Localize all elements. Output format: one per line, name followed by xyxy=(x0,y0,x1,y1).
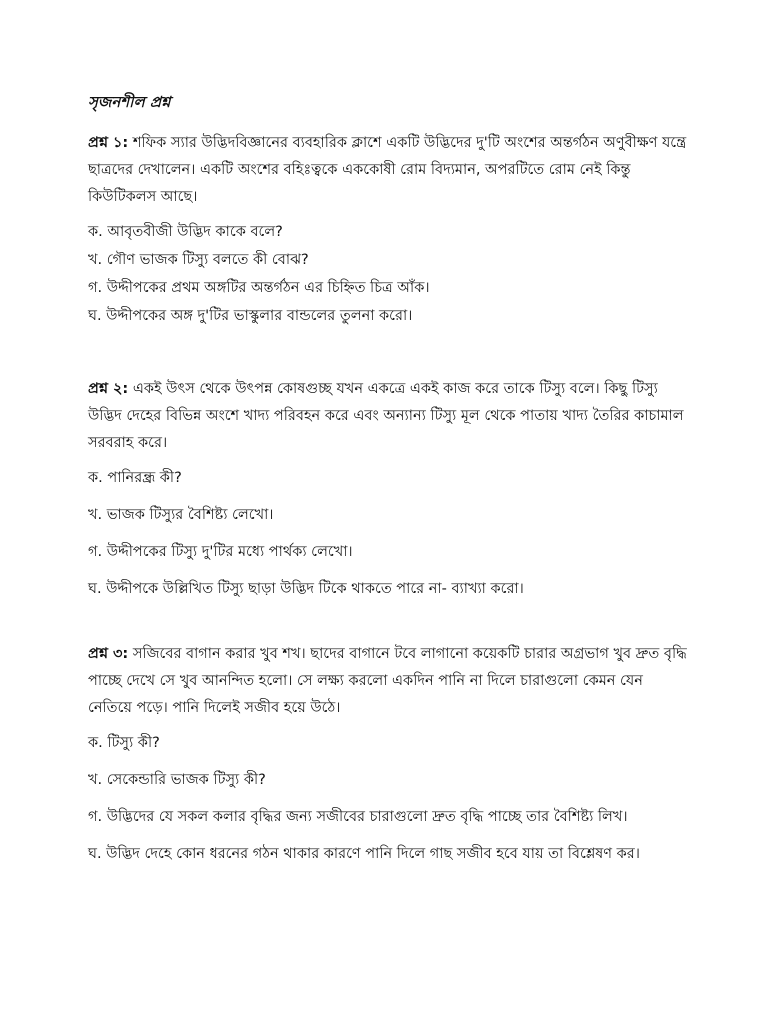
sub-question-gha: ঘ. উদ্দীপকে উল্লিখিত টিস্যু ছাড়া উদ্ভিদ টিকে থাকতে পারে না- ব্যাখ্যা করো। xyxy=(88,581,524,597)
question-stem xyxy=(88,641,688,722)
sub-question-gha: ঘ. উদ্দীপকের অঙ্গ দু'টির ভাস্কুলার বান্ডলের তুলনা করো। xyxy=(88,308,413,324)
sub-question-ka: ক. পানিরন্ধ্র কী? xyxy=(88,470,182,486)
question-stem xyxy=(88,130,688,211)
sub-question-kha: খ. সেকেন্ডারি ভাজক টিস্যু কী? xyxy=(88,772,266,788)
question-1 xyxy=(88,130,688,330)
sub-question-list xyxy=(88,730,688,868)
question-text: সজিবের বাগান করার খুব শখ। ছাদের বাগানে টবে লাগানো কয়েকটি চারার অগ্রভাগ খুব দ্রুত বৃদ্ধি পাচ্ছে দেখে সে খুব আনন্দিত হলো। সে লক্ষ্য করলো একদিন পানি না দিলে চারাগুলো কেমন যেন নেতিয়ে পড়ে। পানি দিলেই সজীব হয়ে উঠে। xyxy=(88,646,687,716)
sub-question-ga: গ. উদ্ভিদের যে সকল কলার বৃদ্ধির জন্য সজীবের চারাগুলো দ্রুত বৃদ্ধি পাচ্ছে তার বৈশিষ্ট্য লিখ। xyxy=(88,809,628,825)
sub-question-ga: গ. উদ্দীপকের প্রথম অঙ্গটির অন্তর্গঠন এর চিহ্নিত চিত্র আঁক। xyxy=(88,280,430,296)
sub-question-kha: খ. ভাজক টিস্যুর বৈশিষ্ট্য লেখো। xyxy=(88,507,274,523)
sub-question-kha: খ. গৌণ ভাজক টিস্যু বলতে কী বোঝ? xyxy=(88,252,309,268)
question-2 xyxy=(88,376,688,603)
sub-question-ka: ক. আবৃতবীজী উদ্ভিদ কাকে বলে? xyxy=(88,224,283,240)
sub-question-list xyxy=(88,465,688,603)
question-label: প্রশ্ন ২: xyxy=(88,381,129,397)
question-text: একই উৎস থেকে উৎপন্ন কোষগুচ্ছ যখন একত্রে একই কাজ করে তাকে টিস্যু বলে। কিছু টিস্যু উদ্ভিদ দেহের বিভিন্ন অংশে খাদ্য পরিবহন করে এবং অন্যান্য টিস্যু মূল থেকে পাতায় খাদ্য তৈরির কাচামাল সরবরাহ করে। xyxy=(88,381,684,451)
question-3 xyxy=(88,641,688,868)
sub-question-ka: ক. টিস্যু কী? xyxy=(88,735,160,751)
document-page xyxy=(88,88,688,878)
question-text: শফিক স্যার উদ্ভিদবিজ্ঞানের ব্যবহারিক ক্লাশে একটি উদ্ভিদের দু'টি অংশের অন্তর্গঠন অণুবীক্ষণ যন্ত্রে ছাত্রদের দেখালেন। একটি অংশের বহিঃত্বকে এককোষী রোম বিদ্যমান, অপরটিতে রোম নেই কিন্তু কিউটিকলস আছে। xyxy=(88,135,687,205)
question-stem xyxy=(88,376,688,457)
question-label: প্রশ্ন ১: xyxy=(88,135,129,151)
section-title: সৃজনশীল প্রশ্ন xyxy=(88,93,171,111)
sub-question-gha: ঘ. উদ্ভিদ দেহে কোন ধরনের গঠন থাকার কারণে পানি দিলে গাছ সজীব হবে যায় তা বিশ্লেষণ কর। xyxy=(88,846,640,862)
sub-question-ga: গ. উদ্দীপকের টিস্যু দু'টির মধ্যে পার্থক্য লেখো। xyxy=(88,544,353,560)
question-label: প্রশ্ন ৩: xyxy=(88,646,129,662)
sub-question-list xyxy=(88,219,688,330)
